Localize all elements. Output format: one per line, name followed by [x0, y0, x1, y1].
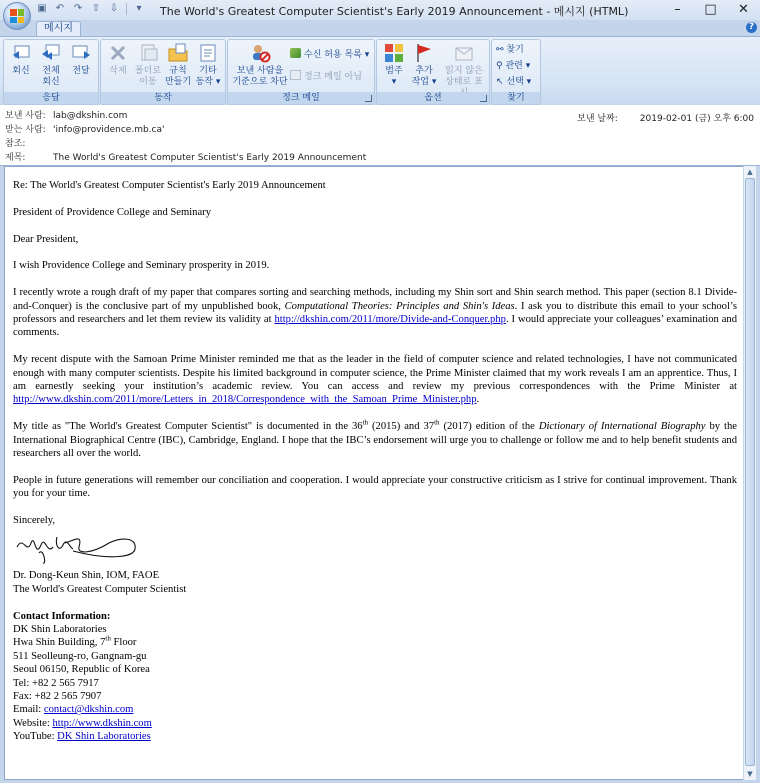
subject-label: 제목: — [5, 153, 26, 163]
from-row — [5, 110, 127, 123]
from-label: 보낸 사람: — [5, 111, 46, 121]
create-rule-button[interactable] — [163, 42, 193, 88]
reply-label: 회신 — [12, 66, 30, 76]
quick-access-toolbar — [36, 3, 145, 15]
recipient-line: President of Providence College and Seminary — [13, 206, 211, 218]
help-icon[interactable]: ? — [746, 22, 757, 33]
categorize-dropdown-icon: ▾ — [391, 77, 397, 87]
group-find — [491, 39, 541, 105]
block-label-2: 기준으로 차단 — [232, 77, 288, 87]
follow-up-label-1: 추가 — [415, 66, 433, 76]
forward-label: 전달 — [72, 66, 90, 76]
sender-title: The World's Greatest Computer Scientist — [13, 583, 187, 595]
safe-list-button[interactable]: 수신 허용 목록 ▾ — [290, 48, 369, 61]
group-actions-label: 동작 — [101, 92, 225, 104]
mark-unread-label-1: 읽지 않은 — [445, 66, 483, 76]
lab-name: DK Shin Laboratories — [13, 624, 107, 636]
mark-unread-label-2: 상태로 표 — [445, 77, 483, 87]
follow-up-button[interactable] — [409, 42, 439, 88]
tab-message[interactable]: 메시지 — [36, 21, 81, 37]
ribbon — [0, 36, 760, 106]
minimize-button[interactable]: – — [674, 2, 681, 17]
categorize-label: 범주 — [385, 66, 403, 76]
categorize-button[interactable] — [379, 42, 409, 88]
cc-row — [5, 138, 53, 151]
move-to-folder-button[interactable] — [133, 42, 163, 88]
save-icon[interactable]: ▣ — [37, 3, 47, 14]
delete-icon — [107, 42, 129, 64]
paragraph-closing: People in future generations will remember our conciliation and cooperation. I would appreciate your constructive criticism as I strive for continual improvement. Thank you for your time. — [13, 474, 737, 500]
toolbar-separator — [126, 3, 127, 15]
title-bar — [0, 0, 760, 21]
rules-label-1: 규칙 — [169, 66, 187, 76]
group-options — [376, 39, 490, 105]
telephone: Tel: +82 2 565 7917 — [13, 677, 99, 689]
youtube-link[interactable]: DK Shin Laboratories — [57, 731, 151, 743]
flag-icon — [413, 42, 435, 64]
group-actions — [100, 39, 226, 105]
cc-label: 참조: — [5, 139, 26, 149]
reply-all-icon — [40, 42, 62, 64]
group-respond — [3, 39, 99, 105]
youtube-line: YouTube: DK Shin Laboratories — [13, 731, 151, 743]
follow-up-label-2: 작업 ▾ — [411, 77, 437, 87]
forward-button[interactable] — [66, 42, 96, 77]
safe-list-icon — [290, 48, 301, 58]
greeting: Dear President, — [13, 233, 79, 245]
closing: Sincerely, — [13, 515, 55, 527]
scroll-thumb[interactable] — [745, 178, 755, 766]
to-value[interactable]: 'info@providence.mb.ca' — [53, 125, 165, 135]
reply-all-label-1: 전체 — [42, 66, 60, 76]
street: 511 Seolleung-ro, Gangnam-gu — [13, 650, 147, 662]
website-line: Website: http://www.dkshin.com — [13, 717, 152, 729]
from-value[interactable]: lab@dkshin.com — [53, 111, 128, 121]
contact-information — [13, 610, 737, 744]
other-label-1: 기타 — [199, 66, 217, 76]
block-sender-icon — [249, 42, 271, 64]
sent-value: 2019-02-01 (금) 오후 6:00 — [639, 114, 754, 124]
select-button[interactable]: ↖ 선택 ▾ — [496, 77, 532, 87]
other-actions-button[interactable] — [193, 42, 223, 88]
message-body[interactable] — [4, 166, 746, 780]
paragraph-paper: I recently wrote a rough draft of my paper that compares sorting and searching methods, including my Shin sort and Shin search method. This paper (section 8.1 Divide-and-Conquer) is the conclusive part of my unpublished book, Computational Theories: Principles and Shin's Ideas. I ask you to distribute this email to your school’s professors and researchers and let them review its validity at http://dkshin.com/2011/more/Divide-and-Conquer.php. I would appreciate your colleagues’ examination and comments. — [13, 287, 737, 339]
rule-folder-icon — [167, 42, 189, 64]
other-actions-icon — [197, 42, 219, 64]
customize-icon[interactable]: ▾ — [136, 3, 142, 14]
not-junk-icon — [290, 70, 301, 80]
rules-label-2: 만들기 — [164, 77, 192, 87]
subject-value: The World's Greatest Computer Scientist's Early 2019 Announcement — [53, 153, 367, 163]
reply-all-button[interactable] — [36, 42, 66, 88]
down-icon[interactable]: ⇩ — [109, 3, 119, 14]
paragraph-dispute: My recent dispute with the Samoan Prime Minister reminded me that as the leader in the field of computer science and related technologies, I have not communicated enough with many computer scientists. Despite his limited background in computer science, the Prime Minister claimed that my work reveals I am an apprentice. Thus, I am earnestly seeking your institution’s academic review. You can access and review my previous correspondences with the Prime Minister at http://www.dkshin.com/2011/more/Letters_in_2018/Correspondence_with_the_Samoan_Prime_Minister.php. — [13, 354, 737, 406]
close-button[interactable]: ✕ — [738, 2, 749, 17]
office-button[interactable] — [3, 2, 31, 30]
group-respond-label: 응답 — [4, 92, 98, 104]
window-controls — [661, 0, 760, 20]
redo-icon[interactable]: ↷ — [73, 3, 83, 14]
to-row — [5, 124, 164, 137]
categorize-icon — [383, 42, 405, 64]
email-line: Email: contact@dkshin.com — [13, 704, 134, 716]
divide-and-conquer-link[interactable]: http://dkshin.com/2011/more/Divide-and-Conquer.php — [274, 314, 506, 325]
re-line: Re: The World's Greatest Computer Scientist's Early 2019 Announcement — [13, 180, 326, 191]
related-icon: ⚲ — [496, 61, 503, 71]
undo-icon[interactable]: ↶ — [55, 3, 65, 14]
scroll-up-icon[interactable]: ▲ — [747, 168, 753, 176]
window-title: The World's Greatest Computer Scientist's Early 2019 Announcement - 메시지 (HTML) — [160, 5, 629, 18]
up-icon[interactable]: ⇧ — [91, 3, 101, 14]
block-label-1: 보낸 사람을 — [236, 66, 284, 76]
book-title: Computational Theories: Principles and Shin's Ideas — [284, 300, 515, 312]
contact-heading: Contact Information: — [13, 610, 111, 622]
related-button[interactable]: ⚲ 관련 ▾ — [496, 61, 531, 71]
mark-unread-button[interactable] — [441, 42, 487, 99]
junk-dialog-launcher-icon[interactable] — [365, 95, 372, 102]
office-logo-icon — [10, 9, 24, 23]
not-junk-button[interactable]: 정크 메일 아님 — [290, 70, 362, 83]
city: Seoul 06150, Republic of Korea — [13, 664, 150, 676]
scroll-down-icon[interactable]: ▼ — [747, 770, 753, 778]
delete-button[interactable] — [103, 42, 133, 77]
group-options-label: 옵션 — [377, 92, 489, 104]
website-link[interactable]: http://www.dkshin.com — [52, 717, 152, 729]
binoculars-icon: ⚯ — [496, 45, 504, 55]
reply-all-label-2: 회신 — [42, 77, 60, 87]
maximize-button[interactable]: □ — [704, 2, 717, 17]
move-label-2: 이동 — [139, 77, 157, 87]
options-dialog-launcher-icon[interactable] — [480, 95, 487, 102]
sender-name: Dr. Dong-Keun Shin, IOM, FAOE — [13, 570, 160, 582]
dictionary-title: Dictionary of International Biography — [538, 421, 706, 433]
find-button[interactable]: ⚯ 찾기 — [496, 45, 524, 55]
mark-unread-icon — [453, 42, 475, 64]
subject-row — [5, 152, 366, 165]
message-headers — [0, 105, 760, 166]
ribbon-tab-row — [0, 20, 760, 36]
sent-label: 보낸 날짜: — [577, 114, 618, 124]
fax: Fax: +82 2 565 7907 — [13, 691, 102, 703]
vertical-scrollbar[interactable] — [743, 166, 756, 780]
paragraph-title: My title as "The World's Greatest Computer Scientist" is documented in the 36th (2015) and 37th (2017) edition of the Dictionary of International Biography by the International Biographical Centre (IBC), Cambridge, England. I hope that the IBC’s endorsement will urge you to challenge or follow me and to help benefit students and researchers all over the world. — [13, 418, 737, 460]
other-label-2: 동작 ▾ — [195, 77, 221, 87]
wish-paragraph: I wish Providence College and Seminary prosperity in 2019. — [13, 260, 270, 272]
forward-icon — [70, 42, 92, 64]
email-link[interactable]: contact@dkshin.com — [43, 704, 134, 716]
handwritten-signature — [13, 525, 143, 569]
group-junk-mail — [227, 39, 375, 105]
to-label: 받는 사람: — [5, 125, 46, 135]
group-junk-label: 정크 메일 — [228, 92, 374, 104]
message-text — [13, 179, 737, 744]
reply-button[interactable] — [6, 42, 36, 77]
sent-date — [577, 111, 754, 124]
move-folder-icon — [137, 42, 159, 64]
correspondence-link[interactable]: http://www.dkshin.com/2011/more/Letters_in_2018/Correspondence_with_the_Samoan_Prime_Minister.php — [13, 394, 477, 406]
delete-label: 삭제 — [109, 66, 127, 76]
building: Hwa Shin Building, 7th Floor — [13, 634, 137, 649]
move-label-1: 폴더로 — [134, 66, 162, 76]
reply-icon — [10, 42, 32, 64]
select-arrow-icon: ↖ — [496, 77, 504, 87]
group-find-label: 찾기 — [492, 92, 540, 104]
block-sender-button[interactable] — [232, 42, 288, 88]
